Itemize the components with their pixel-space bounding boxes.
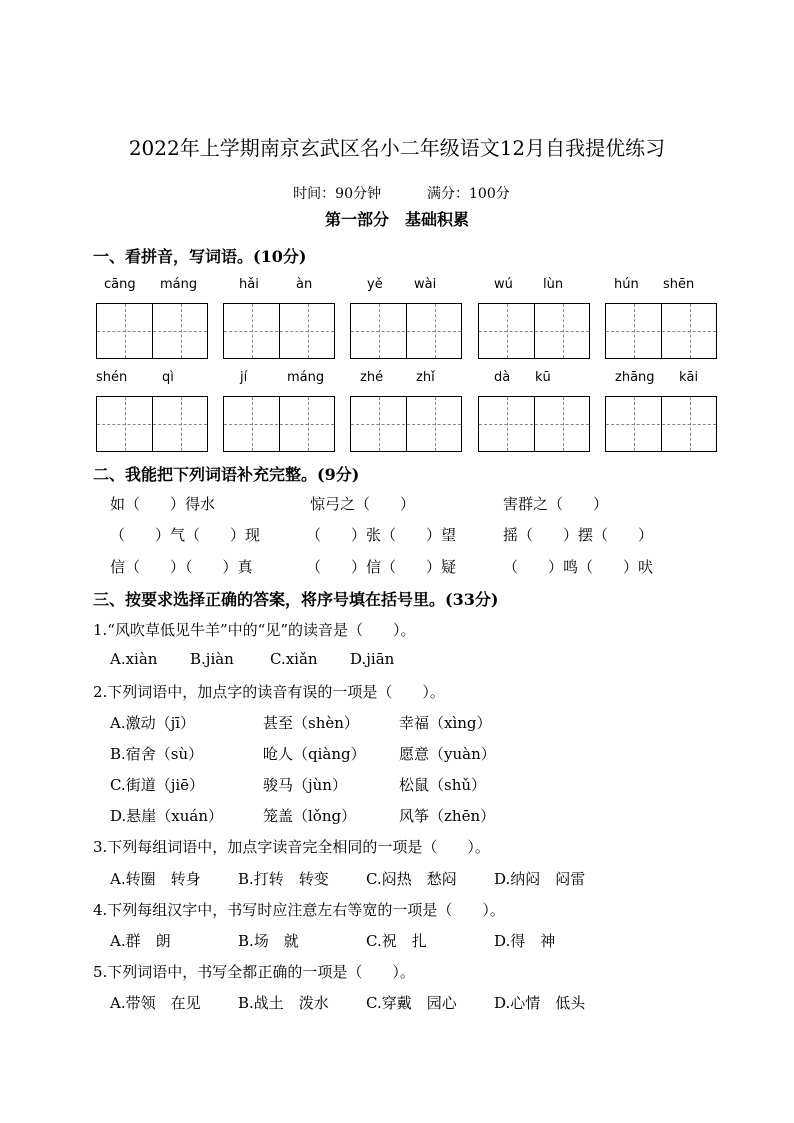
time-limit: 时间：90分钟	[293, 186, 381, 202]
idiom-blank[interactable]: 惊弓之（ ）	[310, 495, 416, 513]
pinyin: zhé	[360, 370, 384, 385]
pinyin: máng	[160, 277, 198, 292]
pinyin: hún	[614, 277, 639, 292]
pinyin: wài	[414, 277, 437, 292]
option-b[interactable]: B.打转 转变	[238, 870, 329, 888]
writing-box[interactable]	[223, 396, 335, 452]
pinyin: kū	[535, 370, 551, 385]
option-word: 甚至（shèn）	[263, 714, 359, 732]
idiom-blank[interactable]: 信（ ）（ ）真	[110, 558, 253, 576]
option-a[interactable]: A.xiàn	[110, 650, 158, 668]
option-word: 呛人（qiàng）	[263, 745, 366, 763]
idiom-blank[interactable]: 如（ ）得水	[110, 495, 216, 513]
idiom-blank[interactable]: （ ）张（ ）望	[306, 526, 457, 544]
option-d[interactable]: D.纳闷 闷雷	[494, 870, 586, 888]
section1-heading: 一、看拼音，写词语。(10分)	[93, 247, 307, 266]
option-b[interactable]: B.战土 泼水	[238, 994, 329, 1012]
writing-box[interactable]	[605, 396, 717, 452]
option-word: 幸福（xìng）	[399, 714, 492, 732]
writing-box[interactable]	[605, 303, 717, 359]
pinyin: shēn	[663, 277, 695, 292]
option-d[interactable]: D.悬崖（xuán）	[110, 807, 223, 825]
option-a[interactable]: A.激动（jī）	[110, 714, 196, 732]
writing-box[interactable]	[478, 303, 590, 359]
pinyin: zhāng	[615, 370, 655, 385]
option-d[interactable]: D.得 神	[494, 932, 556, 950]
idiom-blank[interactable]: （ ）气（ ）现	[110, 526, 261, 544]
option-d[interactable]: D.jiān	[350, 650, 395, 668]
writing-box[interactable]	[350, 303, 462, 359]
pinyin: wú	[494, 277, 513, 292]
option-word: 愿意（yuàn）	[399, 745, 496, 763]
option-word: 松鼠（shǔ）	[399, 776, 487, 794]
option-a[interactable]: A.带领 在见	[110, 994, 201, 1012]
option-c[interactable]: C.xiǎn	[270, 650, 318, 668]
option-c[interactable]: C.祝 扎	[366, 932, 427, 950]
writing-box[interactable]	[223, 303, 335, 359]
part-title: 第一部分 基础积累	[324, 210, 469, 229]
idiom-blank[interactable]: （ ）信（ ）疑	[306, 558, 457, 576]
pinyin: lùn	[543, 277, 564, 292]
writing-box[interactable]	[96, 303, 208, 359]
option-word: 笼盖（lǒng）	[263, 807, 357, 825]
pinyin: yě	[367, 277, 383, 292]
idiom-blank[interactable]: 害群之（ ）	[503, 495, 609, 513]
writing-box[interactable]	[350, 396, 462, 452]
pinyin: hǎi	[239, 277, 259, 292]
writing-box[interactable]	[478, 396, 590, 452]
pinyin: jí	[240, 370, 248, 385]
question-1: 1.“风吹草低见牛羊”中的“见”的读音是（ ）。	[93, 621, 416, 639]
option-c[interactable]: C.穿戴 园心	[366, 994, 457, 1012]
pinyin: máng	[287, 370, 325, 385]
exam-meta	[0, 167, 794, 203]
pinyin: dà	[494, 370, 511, 385]
page-title: 2022年上学期南京玄武区名小二年级语文12月自我提优练习	[128, 136, 666, 160]
section3-heading: 三、按要求选择正确的答案，将序号填在括号里。(33分)	[93, 590, 499, 609]
question-2: 2.下列词语中，加点字的读音有误的一项是（ ）。	[93, 683, 445, 701]
option-b[interactable]: B.jiàn	[190, 650, 234, 668]
option-word: 风筝（zhēn）	[399, 807, 496, 825]
idiom-blank[interactable]: （ ）鸣（ ）吠	[503, 558, 654, 576]
pinyin: zhǐ	[416, 370, 435, 385]
pinyin: qì	[162, 370, 174, 385]
full-score: 满分：100分	[427, 186, 510, 202]
writing-box[interactable]	[96, 396, 208, 452]
option-b[interactable]: B.宿舍（sù）	[110, 745, 204, 763]
pinyin: cāng	[104, 277, 136, 292]
option-d[interactable]: D.心情 低头	[494, 994, 586, 1012]
section2-heading: 二、我能把下列词语补充完整。(9分)	[93, 465, 360, 484]
pinyin: shén	[96, 370, 128, 385]
option-a[interactable]: A.群 朗	[110, 932, 171, 950]
pinyin: kāi	[679, 370, 699, 385]
pinyin: àn	[296, 277, 313, 292]
question-4: 4.下列每组汉字中，书写时应注意左右等宽的一项是（ ）。	[93, 901, 505, 919]
question-3: 3.下列每组词语中，加点字读音完全相同的一项是（ ）。	[93, 838, 490, 856]
idiom-blank[interactable]: 摇（ ）摆（ ）	[503, 526, 654, 544]
option-c[interactable]: C.街道（jiē）	[110, 776, 205, 794]
option-a[interactable]: A.转圈 转身	[110, 870, 201, 888]
option-word: 骏马（jùn）	[263, 776, 347, 794]
option-c[interactable]: C.闷热 愁闷	[366, 870, 457, 888]
question-5: 5.下列词语中，书写全都正确的一项是（ ）。	[93, 963, 415, 981]
option-b[interactable]: B.场 就	[238, 932, 299, 950]
